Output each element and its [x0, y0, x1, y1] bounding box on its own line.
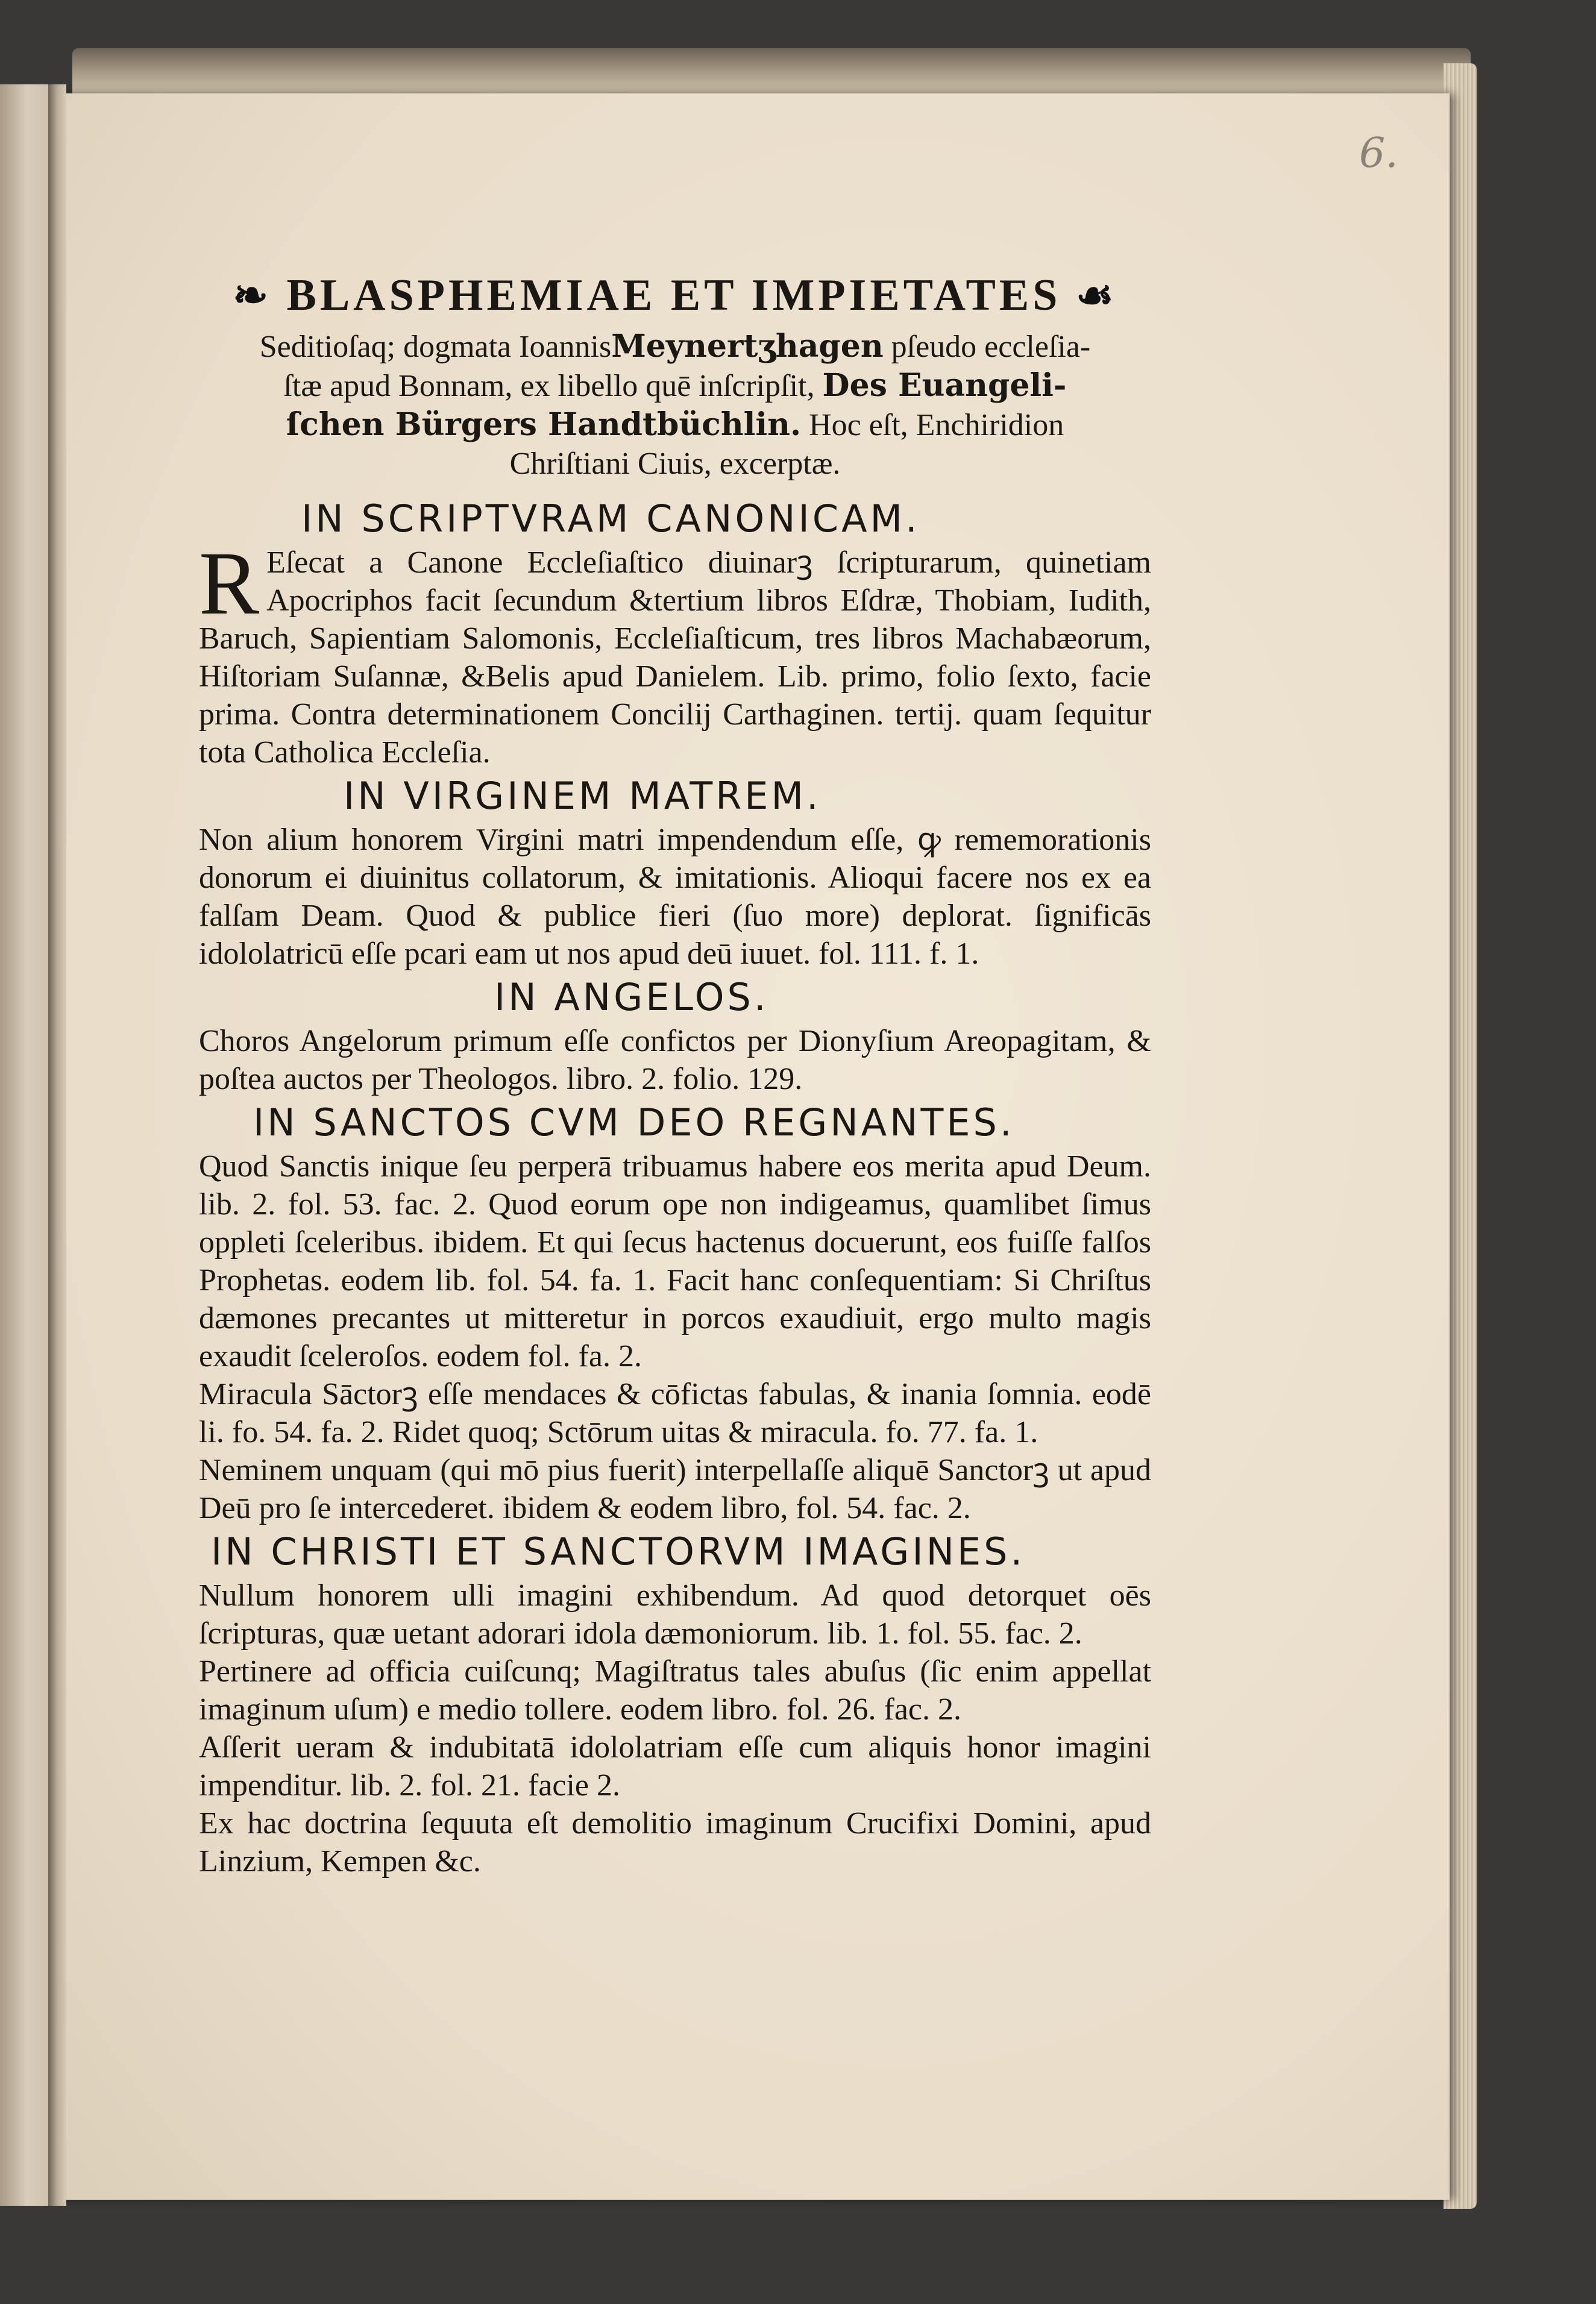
section-imagines	[199, 1527, 1151, 1880]
section-sancti	[199, 1098, 1151, 1527]
section-angeli	[199, 973, 1151, 1098]
intro-line-1: Seditioſaq; dogmata IoannisMeynertʒhagen pſeudo eccleſia-	[259, 328, 1091, 365]
drop-cap: R	[199, 533, 260, 633]
section-body	[199, 1022, 1151, 1098]
paragraph: Pertinere ad officia cuiſcunq; Magiſtratus tales abuſus (ſic enim appellat imaginum uſum) e medio tollere. eodem libro. fol. 26. fac. 2.	[199, 1654, 1151, 1727]
section-heading: IN ANGELOS.	[494, 975, 769, 1019]
book-top-edge	[72, 48, 1471, 96]
section-body	[199, 821, 1151, 973]
section-heading: IN SCRIPTVRAM CANONICAM.	[301, 497, 920, 541]
paragraph: Ex hac doctrina ſequuta eſt demolitio imaginum Crucifixi Domini, apud Linzium, Kempen &c.	[199, 1806, 1151, 1879]
intro-paragraph	[199, 327, 1151, 483]
paragraph: Eſecat a Canone Eccleſiaſtico diuinarꝫ ſcripturarum, quinetiam Apocriphos facit ſecundum &tertium libros Eſdræ, Thobiam, Iudith, Baruch, Sapientiam Salomonis, Eccleſiaſticum, tres libros Machabæorum, Hiſtoriam Suſannæ, &Belis apud Danielem. Lib. primo, folio ſexto, facie prima. Contra determinationem Concilij Carthaginen. tertij. quam ſequitur tota Catholica Eccleſia.	[199, 545, 1151, 770]
section-heading: IN CHRISTI ET SANCTORVM IMAGINES.	[211, 1530, 1026, 1574]
fleuron-left-icon: ❧	[233, 273, 272, 319]
title-text: BLASPHEMIAE ET IMPIETATES	[286, 271, 1061, 320]
paragraph: Miracula Sāctorꝫ eſſe mendaces & cōfictas fabulas, & inania ſomnia. eodē li. fo. 54. fa. 2. Ridet quoq; Sctōrum uitas & miracula. fo. 77. fa. 1.	[199, 1377, 1151, 1449]
section-heading: IN VIRGINEM MATREM.	[344, 774, 822, 818]
intro-line-3: ſchen Bürgers Handtbüchlin. Hoc eſt, Enchiridion	[286, 406, 1064, 443]
folio-number: 6.	[1359, 130, 1398, 177]
book-gutter	[48, 84, 66, 2206]
section-body	[199, 1147, 1151, 1527]
section-virgo	[199, 771, 1151, 973]
intro-line-4: Chriſtiani Ciuis, excerptæ.	[509, 447, 841, 481]
paragraph: Non alium honorem Virgini matri impendendum eſſe, ꝙ rememorationis donorum ei diuinitus collatorum, & imitationis. Alioqui facere nos ex ea falſam Deam. Quod & publice fieri (ſuo more) deplorat. ſignificās idololatricū eſſe pcari eam ut nos apud deū iuuet. fol. 111. f. 1.	[199, 823, 1151, 971]
paragraph: Nullum honorem ulli imagini exhibendum. Ad quod detorquet oēs ſcripturas, quæ uetant adorari idola dæmoniorum. lib. 1. fol. 55. fac. 2.	[199, 1578, 1151, 1651]
page-title	[199, 268, 1151, 324]
paragraph: Quod Sanctis inique ſeu perperā tribuamus habere eos merita apud Deum. lib. 2. fol. 53. fac. 2. Quod eorum ope non indigeamus, quamlibet ſimus oppleti ſceleribus. ibidem. Et qui ſecus hactenus docuerunt, eos fuiſſe falſos Prophetas. eodem lib. fol. 54. fa. 1. Facit hanc conſequentiam: Si Chriſtus dæmones precantes ut mitteretur in porcos exaudiuit, ergo multo magis exaudit ſceleroſos. eodem fol. fa. 2.	[199, 1149, 1151, 1373]
section-heading: IN SANCTOS CVM DEO REGNANTES.	[253, 1100, 1015, 1144]
intro-line-2: ſtæ apud Bonnam, ex libello quē inſcripſit, Des Euangeli-	[283, 367, 1067, 404]
section-body	[199, 1577, 1151, 1880]
paragraph: Choros Angelorum primum eſſe confictos per Dionyſium Areopagitam, & poſtea auctos per Theologos. libro. 2. folio. 129.	[199, 1024, 1151, 1096]
section-scriptura	[199, 494, 1151, 771]
text-block	[199, 268, 1151, 1880]
paragraph: Neminem unquam (qui mō pius fuerit) interpellaſſe aliquē Sanctorꝫ ut apud Deū pro ſe intercederet. ibidem & eodem libro, fol. 54. fac. 2.	[199, 1453, 1151, 1525]
fleuron-right-icon: ☙	[1075, 273, 1117, 319]
section-body	[199, 533, 1151, 771]
paragraph: Aſſerit ueram & indubitatā idololatriam eſſe cum aliquis honor imagini impenditur. lib. 2. fol. 21. facie 2.	[199, 1730, 1151, 1803]
